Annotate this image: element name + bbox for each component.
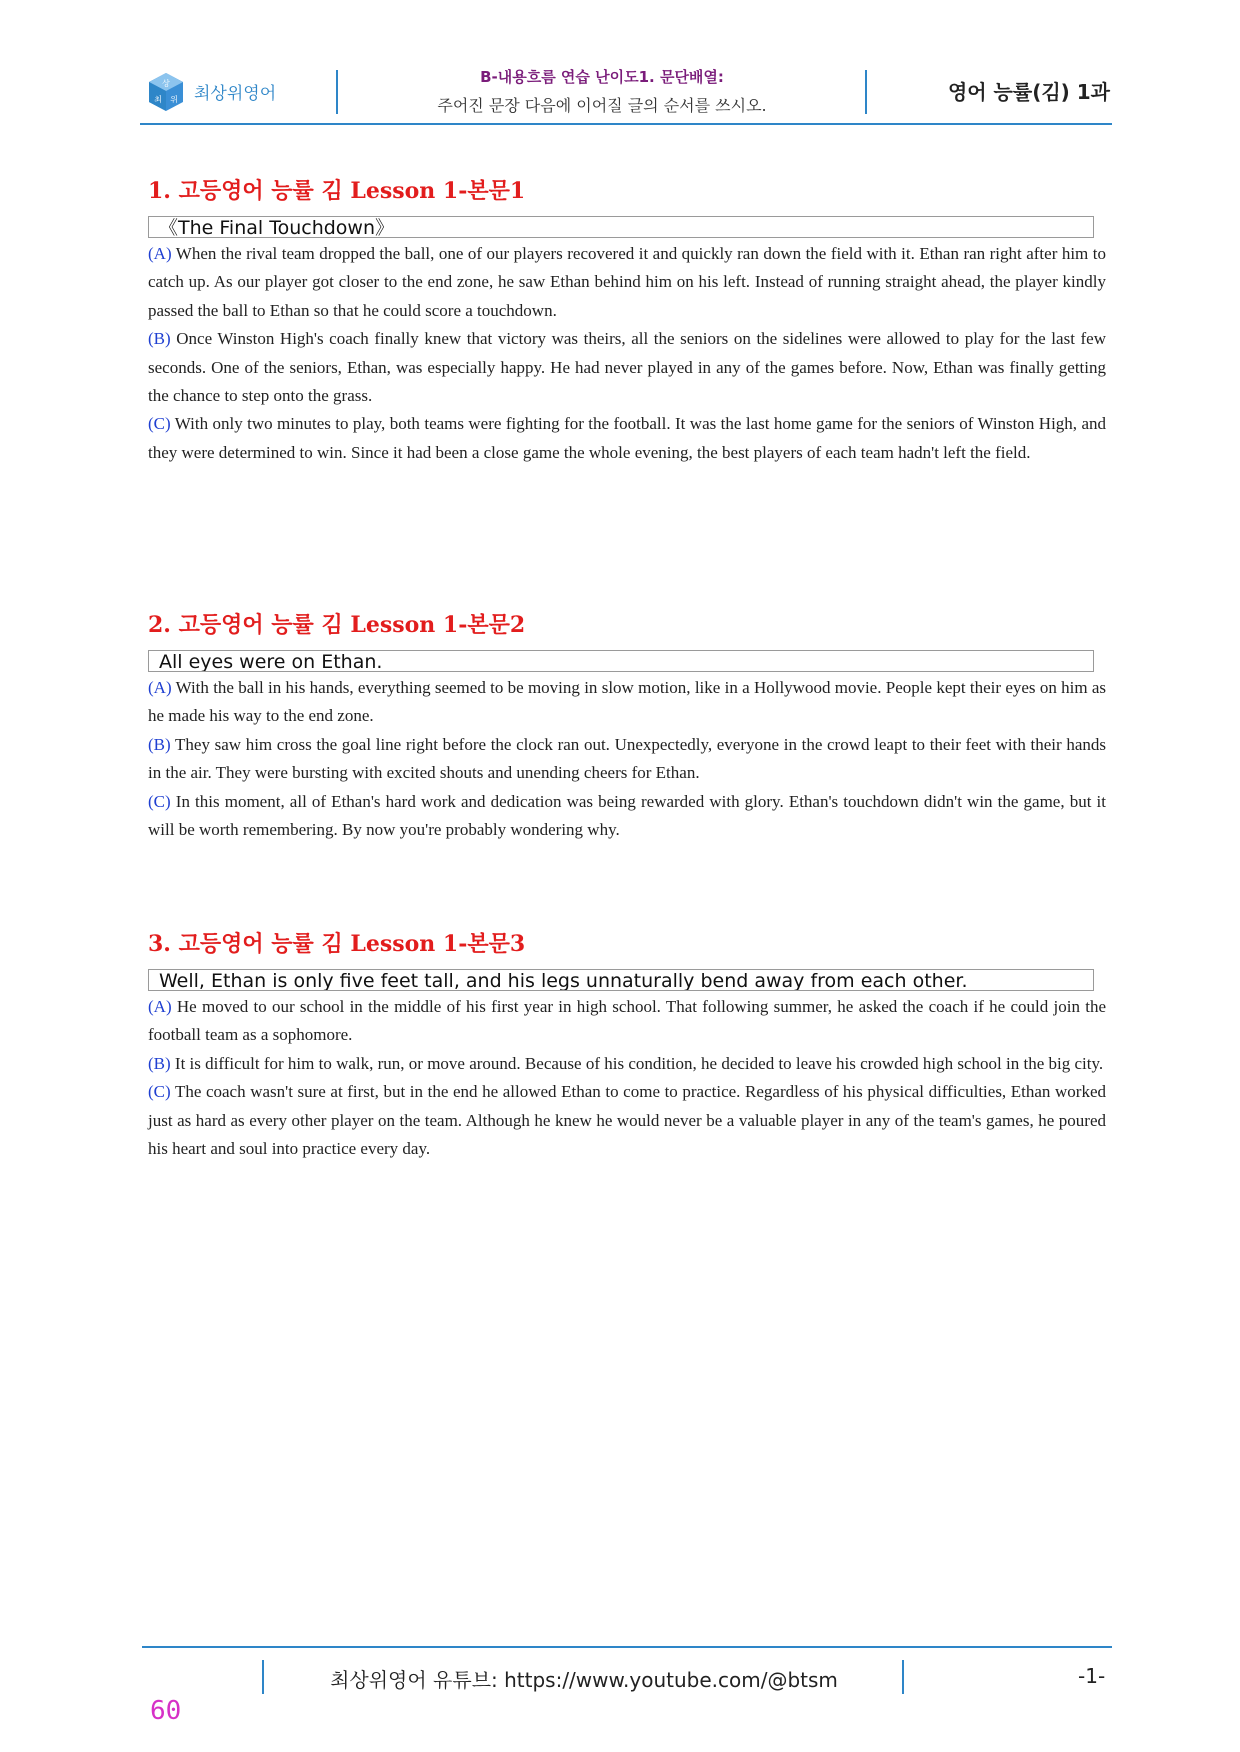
footer-youtube-link: 최상위영어 유튜브: https://www.youtube.com/@btsm: [330, 1668, 838, 1692]
paragraph-label: (B): [148, 734, 171, 754]
question-title: 1. 고등영어 능률 김 Lesson 1-본문1: [148, 178, 526, 204]
svg-text:상: 상: [162, 79, 170, 88]
given-sentence: Well, Ethan is only five feet tall, and his legs unnaturally bend away from each other.: [148, 969, 1094, 991]
paragraph-c: [148, 788, 1106, 845]
brand-logo-icon: [148, 72, 184, 112]
paragraph-text: With the ball in his hands, everything seemed to be moving in slow motion, like in a Hollywood movie. People kept their eyes on him as he made his way to the end zone.: [148, 678, 1106, 726]
paragraph-b: [148, 1050, 1106, 1078]
footer-divider: [902, 1660, 904, 1694]
paragraph-label: (C): [148, 414, 171, 434]
given-sentence: All eyes were on Ethan.: [148, 650, 1094, 672]
header-rule: [140, 123, 1112, 125]
paragraph-b: [148, 325, 1106, 410]
paragraph-text: In this moment, all of Ethan's hard work and dedication was being rewarded with glory. Ethan's touchdown didn't win the game, but it will be worth remembering. By now you're probably wondering why.: [148, 791, 1106, 840]
paragraph-label: (A): [148, 678, 172, 697]
paragraph-text: It is difficult for him to walk, run, or move around. Because of his condition, he decided to leave his crowded high school in the big city.: [170, 1053, 1104, 1073]
paragraph-text: Once Winston High's coach finally knew that victory was theirs, all the seniors on the sidelines were allowed to play for the last few seconds. One of the seniors, Ethan, was especially happy. He had never played in any of the games before. Now, Ethan was finally getting the chance to step onto the grass.: [148, 329, 1106, 406]
paragraph-label: (C): [148, 1082, 171, 1102]
textbook-title: 영어 능률(김) 1과: [947, 80, 1110, 104]
paragraph-label: (B): [148, 1053, 171, 1073]
paragraph-text: He moved to our school in the middle of his first year in high school. That following summer, he asked the coach if he could join the football team as a sophomore.: [148, 997, 1106, 1045]
svg-text:위: 위: [170, 95, 178, 104]
header-divider: [336, 70, 338, 114]
question-title: 2. 고등영어 능률 김 Lesson 1-본문2: [148, 612, 526, 638]
paragraph-a: [148, 674, 1106, 731]
footer-divider: [262, 1660, 264, 1694]
header-instructions: [340, 66, 864, 116]
paragraph-b: [148, 731, 1106, 788]
paragraph-label: (A): [148, 244, 172, 263]
brand-name: 최상위영어: [194, 84, 277, 104]
question-section: [148, 176, 1106, 467]
paragraph-a: [148, 240, 1106, 325]
page-number: -1-: [1078, 1664, 1106, 1688]
exercise-instruction: 주어진 문장 다음에 이어질 글의 순서를 쓰시오.: [437, 96, 767, 115]
corner-number: 60: [150, 1696, 182, 1726]
page-header: [140, 62, 1110, 122]
question-title: 3. 고등영어 능률 김 Lesson 1-본문3: [148, 931, 526, 957]
paragraph-text: When the rival team dropped the ball, one of our players recovered it and quickly ran down the field with it. Ethan ran right after him to catch up. As our player got closer to the end zone, he saw Ethan behind him on his left. Instead of running straight ahead, the player kindly passed the ball to Ethan so that he could score a touchdown.: [148, 244, 1106, 320]
paragraph-a: [148, 993, 1106, 1050]
footer-rule: [142, 1646, 1112, 1648]
paragraph-text: With only two minutes to play, both teams were fighting for the football. It was the last home game for the seniors of Winston High, and they were determined to win. Since it had been a close game the whole evening, the best players of each team hadn't left the field.: [148, 414, 1106, 462]
exercise-type: B-내용흐름 연습 난이도1. 문단배열:: [480, 68, 724, 86]
header-divider: [865, 70, 867, 114]
paragraph-text: The coach wasn't sure at first, but in the end he allowed Ethan to come to practice. Regardless of his physical difficulties, Ethan worked just as hard as every other player on the team. Although he knew he would never be a valuable player in any of the team's games, he poured his heart and soul into practice every day.: [148, 1082, 1106, 1159]
question-section: [148, 929, 1106, 1163]
paragraph-c: [148, 1078, 1106, 1163]
svg-text:최: 최: [154, 95, 162, 104]
paragraph-c: [148, 410, 1106, 467]
paragraph-label: (C): [148, 791, 171, 811]
paragraph-label: (A): [148, 997, 172, 1016]
question-section: [148, 610, 1106, 844]
given-sentence: 《The Final Touchdown》: [148, 216, 1094, 238]
paragraph-text: They saw him cross the goal line right before the clock ran out. Unexpectedly, everyone in the crowd leapt to their feet with their hands in the air. They were bursting with excited shouts and unending cheers for Ethan.: [148, 734, 1106, 783]
paragraph-label: (B): [148, 329, 171, 349]
